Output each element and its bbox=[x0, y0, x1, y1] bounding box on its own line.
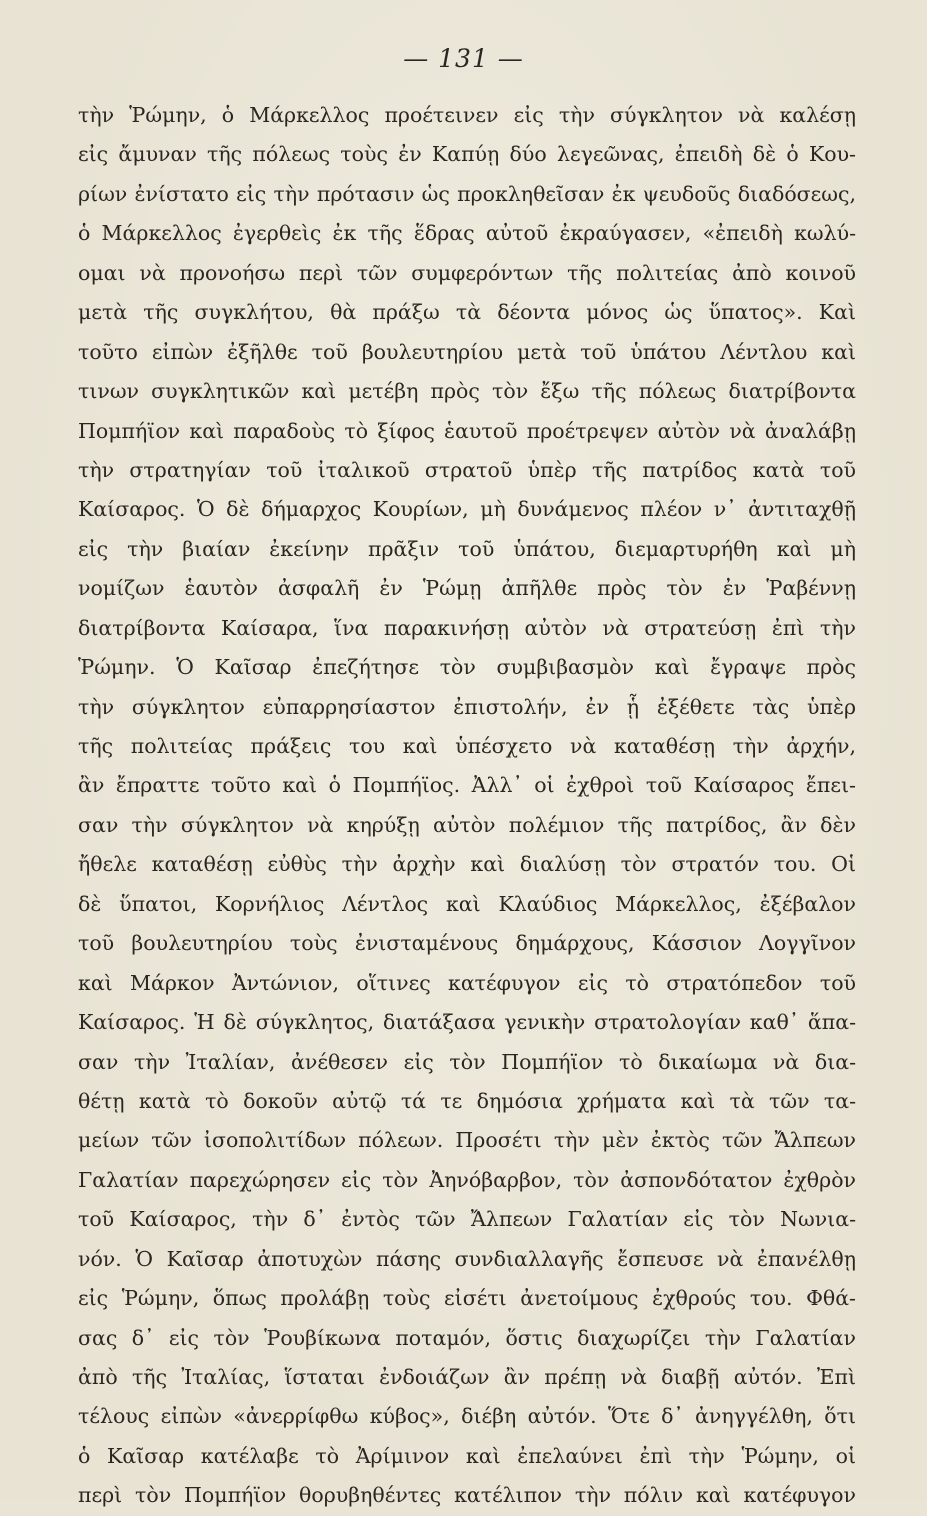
text-line: σαν τὴν σύγκλητον νὰ κηρύξῃ αὐτὸν πολέμιον τῆς πατρίδος, ἂν δὲν bbox=[78, 812, 856, 837]
text-line: μετὰ τῆς συγκλήτου, θὰ πράξω τὰ δέοντα μόνος ὡς ὕπατος». Καὶ bbox=[78, 300, 856, 325]
page-number: — 131 — bbox=[403, 44, 524, 73]
text-line: ὁ Καῖσαρ κατέλαβε τὸ Ἀρίμινον καὶ ἐπελαύνει ἐπὶ τὴν Ῥώμην, οἱ bbox=[78, 1443, 856, 1468]
text-line: περὶ τὸν Πομπήϊον θορυβηθέντες κατέλιπον τὴν πόλιν καὶ κατέφυγον bbox=[78, 1483, 856, 1508]
text-line: τινων συγκλητικῶν καὶ μετέβη πρὸς τὸν ἔξω τῆς πόλεως διατρίβοντα bbox=[78, 379, 856, 404]
text-line: Ῥώμην. Ὁ Καῖσαρ ἐπεζήτησε τὸν συμβιβασμὸν καὶ ἔγραψε πρὸς bbox=[78, 655, 856, 680]
text-line: Καίσαρος. Ἡ δὲ σύγκλητος, διατάξασα γενικὴν στρατολογίαν καθ᾽ ἅπα- bbox=[78, 1010, 856, 1035]
text-line: νόν. Ὁ Καῖσαρ ἀποτυχὼν πάσης συνδιαλλαγῆς ἔσπευσε νὰ ἐπανέλθῃ bbox=[78, 1246, 856, 1271]
text-line: ὁ Μάρκελλος ἐγερθεὶς ἐκ τῆς ἕδρας αὐτοῦ ἐκραύγασεν, «ἐπειδὴ κωλύ- bbox=[78, 221, 856, 246]
text-line: διατρίβοντα Καίσαρα, ἵνα παρακινήσῃ αὐτὸν νὰ στρατεύσῃ ἐπὶ τὴν bbox=[78, 615, 856, 640]
text-line: σαν τὴν Ἰταλίαν, ἀνέθεσεν εἰς τὸν Πομπήϊον τὸ δικαίωμα νὰ δια- bbox=[78, 1049, 856, 1074]
text-line: θέτῃ κατὰ τὸ δοκοῦν αὐτῷ τά τε δημόσια χρήματα καὶ τὰ τῶν τα- bbox=[78, 1088, 856, 1113]
text-line: Γαλατίαν παρεχώρησεν εἰς τὸν Ἀηνόβαρβον, τὸν ἀσπονδότατον ἐχθρὸν bbox=[78, 1167, 856, 1192]
text-line: Καίσαρος. Ὁ δὲ δήμαρχος Κουρίων, μὴ δυνάμενος πλέον ν᾽ ἀντιταχθῇ bbox=[78, 497, 856, 522]
text-line: τὴν στρατηγίαν τοῦ ἰταλικοῦ στρατοῦ ὑπὲρ τῆς πατρίδος κατὰ τοῦ bbox=[78, 457, 856, 482]
text-line: ἀπὸ τῆς Ἰταλίας, ἵσταται ἐνδοιάζων ἂν πρέπῃ νὰ διαβῇ αὐτόν. Ἐπὶ bbox=[78, 1365, 856, 1389]
text-line: τέλους εἰπὼν «ἀνερρίφθω κύβος», διέβη αὐτόν. Ὅτε δ᾽ ἀνηγγέλθη, ὅτι bbox=[78, 1404, 856, 1429]
text-line: μείων τῶν ἰσοπολιτίδων πόλεων. Προσέτι τὴν μὲν ἐκτὸς τῶν Ἄλπεων bbox=[78, 1128, 856, 1153]
text-line: εἰς ἄμυναν τῆς πόλεως τοὺς ἐν Καπύῃ δύο λεγεῶνας, ἐπειδὴ δὲ ὁ Κου- bbox=[78, 142, 856, 167]
text-line: ρίων ἐνίστατο εἰς τὴν πρότασιν ὡς προκληθεῖσαν ἐκ ψευδοῦς διαδόσεως, bbox=[78, 181, 856, 206]
text-line: τῆς πολιτείας πράξεις του καὶ ὑπέσχετο νὰ καταθέσῃ τὴν ἀρχήν, bbox=[78, 734, 856, 758]
text-line: ομαι νὰ προνοήσω περὶ τῶν συμφερόντων τῆς πολιτείας ἀπὸ κοινοῦ bbox=[78, 260, 856, 285]
text-line: εἰς τὴν βιαίαν ἐκείνην πρᾶξιν τοῦ ὑπάτου, διεμαρτυρήθη καὶ μὴ bbox=[78, 536, 856, 561]
text-line: καὶ Μάρκον Ἀντώνιον, οἵτινες κατέφυγον εἰς τὸ στρατόπεδον τοῦ bbox=[78, 970, 856, 995]
text-line: τοῦ βουλευτηρίου τοὺς ἐνισταμένους δημάρχους, Κάσσιον Λογγῖνον bbox=[78, 931, 856, 956]
text-line: εἰς Ῥώμην, ὅπως προλάβῃ τοὺς εἰσέτι ἀνετοίμους ἐχθρούς του. Φθά- bbox=[78, 1286, 856, 1311]
text-line: νομίζων ἑαυτὸν ἀσφαλῆ ἐν Ῥώμῃ ἀπῆλθε πρὸς τὸν ἐν Ῥαβέννῃ bbox=[78, 576, 856, 601]
text-line: τοῦτο εἰπὼν ἐξῆλθε τοῦ βουλευτηρίου μετὰ τοῦ ὑπάτου Λέντλου καὶ bbox=[78, 339, 856, 364]
text-line: τὴν Ῥώμην, ὁ Μάρκελλος προέτεινεν εἰς τὴν σύγκλητον νὰ καλέσῃ bbox=[78, 103, 856, 127]
text-line: ἂν ἔπραττε τοῦτο καὶ ὁ Πομπήϊος. Ἀλλ᾽ οἱ ἐχθροὶ τοῦ Καίσαρος ἔπει- bbox=[78, 773, 856, 798]
text-line: Πομπήϊον καὶ παραδοὺς τὸ ξίφος ἑαυτοῦ προέτρεψεν αὐτὸν νὰ ἀναλάβῃ bbox=[78, 418, 856, 443]
text-line: τὴν σύγκλητον εὐπαρρησίαστον ἐπιστολήν, ἐν ᾗ ἐξέθετε τὰς ὑπὲρ bbox=[78, 694, 856, 719]
text-line: τοῦ Καίσαρος, τὴν δ᾽ ἐντὸς τῶν Ἄλπεων Γαλατίαν εἰς τὸν Νωνια- bbox=[78, 1207, 856, 1232]
text-line: σας δ᾽ εἰς τὸν Ῥουβίκωνα ποταμόν, ὅστις διαχωρίζει τὴν Γαλατίαν bbox=[78, 1325, 856, 1350]
body-text bbox=[78, 96, 856, 1516]
text-line: δὲ ὕπατοι, Κορνήλιος Λέντλος καὶ Κλαύδιος Μάρκελλος, ἐξέβαλον bbox=[78, 891, 856, 916]
text-line: ἤθελε καταθέσῃ εὐθὺς τὴν ἀρχὴν καὶ διαλύσῃ τὸν στρατόν του. Οἱ bbox=[78, 852, 856, 877]
